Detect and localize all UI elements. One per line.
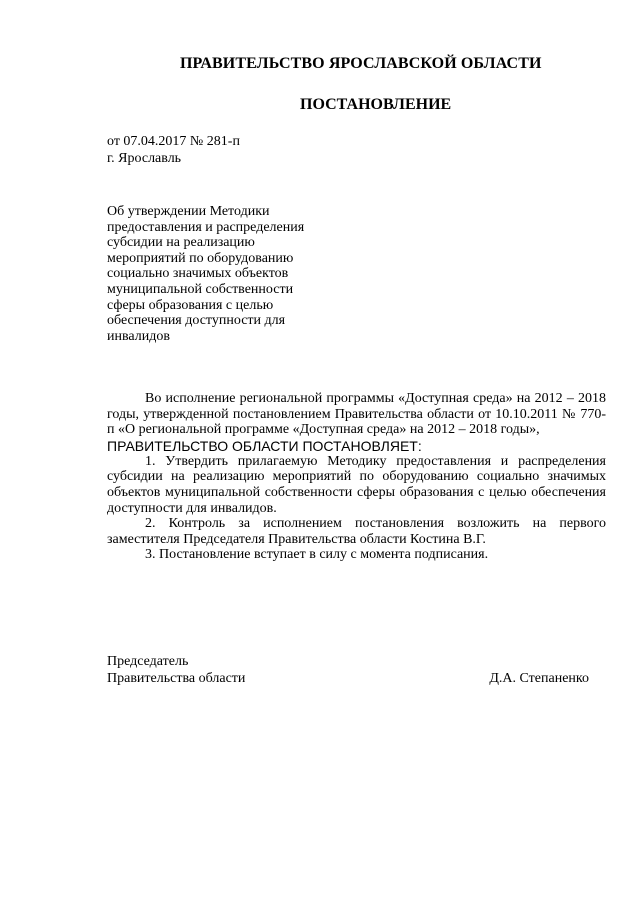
subject-line: мероприятий по оборудованию (107, 250, 294, 266)
preamble-paragraph: Во исполнение региональной программы «Доступная среда» на 2012 – 2018 годы, утвержденной постановлением Правительства области от 10.10.2011 № 770-п «О региональной программе «Доступная среда» на 2012 – 2018 годы», (107, 391, 606, 438)
signatory-name: Д.А. Степаненко (489, 671, 589, 686)
signature-block (107, 653, 589, 687)
document-body (107, 391, 606, 563)
signatory-position-line-1: Председатель (107, 654, 189, 669)
decree-item-3: 3. Постановление вступает в силу с момента подписания. (145, 547, 489, 563)
subject-line: обеспечения доступности для (107, 313, 286, 329)
signature-row (107, 670, 589, 687)
subject-line: инвалидов (107, 328, 170, 344)
government-title: ПРАВИТЕЛЬСТВО ЯРОСЛАВСКОЙ ОБЛАСТИ (180, 55, 542, 72)
signatory-position-line-2: Правительства области (107, 671, 246, 686)
decree-item-2: 2. Контроль за исполнением постановления возложить на первого заместителя Председателя Правительства области Костина В.Г. (107, 516, 606, 547)
subject-line: сферы образования с целью (107, 297, 274, 313)
subject-line: предоставления и распределения (107, 219, 305, 235)
decree-heading: ПРАВИТЕЛЬСТВО ОБЛАСТИ ПОСТАНОВЛЯЕТ: (107, 437, 422, 454)
date-number: от 07.04.2017 № 281-п (107, 134, 240, 149)
decree-item-1: 1. Утвердить прилагаемую Методику предоставления и распределения субсидии на реализацию мероприятий по оборудованию социально значимых объектов муниципальной собственности сферы образования с целью обеспечения доступности для инвалидов. (107, 453, 606, 516)
city: г. Ярославль (107, 151, 182, 166)
document-meta (107, 133, 240, 167)
subject-line: социально значимых объектов (107, 266, 289, 282)
document-type-title: ПОСТАНОВЛЕНИЕ (300, 96, 452, 113)
subject-line: субсидии на реализацию (107, 235, 255, 251)
document-subject (107, 204, 337, 344)
subject-line: муниципальной собственности (107, 281, 294, 297)
subject-line: Об утверждении Методики (107, 204, 270, 219)
